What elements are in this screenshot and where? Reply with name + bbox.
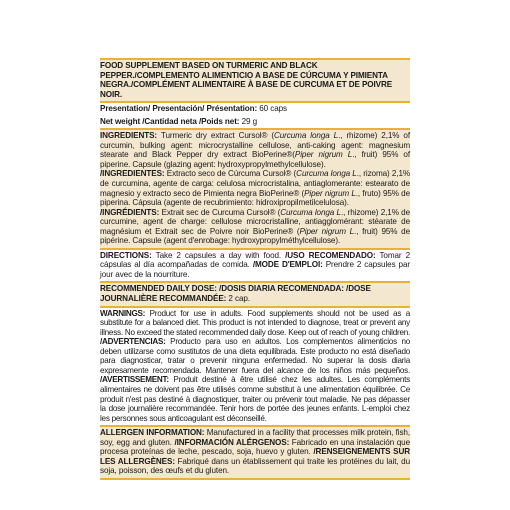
- allergen-fr-label: /RENSEIGNEMENTS SUR LES ALLERGÈNES:: [100, 447, 410, 466]
- ingredients-es-text-1: Extracto seco de Cúrcuma Cursol® (: [164, 169, 297, 179]
- warnings-es-label: /ADVERTENCIAS:: [100, 337, 166, 347]
- ingredients-en-latin-1: Curcuma longa L: [274, 131, 339, 141]
- ingredients-es-text-2: ., rizoma) 2,1% de curcumina, agente de carga: celulosa microcristalina, antiaglomerante: estearato de magnesio y extracto seco de Pimienta negra BioPerine® (: [100, 169, 410, 198]
- ingredients-fr-latin-1: Curcuma longa L: [280, 207, 341, 217]
- warnings-en-label: WARNINGS:: [100, 308, 146, 318]
- net-weight-value: 29 g: [241, 116, 257, 126]
- ingredients-en-text-1: Turmeric dry extract Cursol® (: [157, 131, 274, 141]
- warnings-fr-label: /AVERTISSEMENT:: [100, 375, 169, 385]
- title-en: FOOD SUPPLEMENT BASED ON TURMERIC AND BLACK PEPPER.: [100, 61, 318, 80]
- ingredients-en-label: INGREDIENTS:: [100, 131, 158, 141]
- allergen-es-text: Fabricado en una instalación que procesa proteínas de leche, pescado, soja, huevo y gluten.: [100, 437, 410, 457]
- ingredients-fr-text-3: ., fruit) 95% de pipérine. Capsule (agent d'enrobage: hydroxypropylméthylcellulose).: [100, 226, 410, 246]
- net-weight-label: Net weight /Cantidad neta /Poids net:: [100, 116, 240, 126]
- ingredients-fr-text-1: Extrait sec de Curcuma Cursol® (: [159, 207, 281, 217]
- directions-es-label: /USO RECOMENDADO:: [285, 250, 376, 260]
- recommended-dose-section: [100, 283, 410, 307]
- directions-section: [100, 250, 410, 284]
- warnings-fr-text: Produit destiné à être utilisé chez les adultes. Les compléments alimentaires ne doivent pas être utilisés comme substitut à une alimentation équilibrée. Ce produit n'est pas destiné à diagnostiquer, traiter ou prévenir tout maladie. Ne pas dépasser la dose journalière recommandée. Tenir hors de portée des jeunes enfants. L-emploi chez les personnes sous anticoagulant est déconseillé.: [100, 375, 410, 423]
- ingredients-es: [100, 169, 410, 207]
- ingredients-fr-text-2: ., rhizome) 2,1% de curcumine, agent de charge: cellulose microcristalline, antiagglomérant: stéarate de magnésium et Extrait sec de Poivre noir BioPerine® (: [100, 207, 410, 236]
- presentation-value: 60 caps: [259, 104, 288, 114]
- directions-fr-text: Prendre 2 capsules par jour avec de la nourriture.: [100, 260, 410, 279]
- title-es: /COMPLEMENTO ALIMENTICIO A BASE DE CÚRCUMA Y PIMIENTA NEGRA.: [100, 70, 388, 90]
- ingredients-fr-label: /INGRÉDIENTS:: [100, 207, 160, 217]
- ingredients-es-latin-1: Curcuma longa L: [296, 169, 357, 179]
- ingredients-es-label: /INGREDIENTES:: [100, 169, 165, 179]
- warnings-en-text: Product for use in adults. Food supplements should not be used as a substitute for a balanced diet. This product is not intended to diagnose, treat or prevent any illness. No exceed the stated recommended daily dose. Keep out of reach of young children.: [100, 308, 410, 337]
- presentation-row: [100, 103, 410, 116]
- presentation-label: Presentation/ Presentación/ Présentation:: [100, 104, 258, 114]
- supplement-label: [100, 58, 410, 480]
- ingredients-en-text-3: ., fruit) 95% of piperine. Capsule (glazing agent: hydroxypropylmethylcellulose).: [100, 150, 411, 169]
- ingredients-en: [100, 131, 410, 169]
- warnings-section: [100, 308, 410, 428]
- directions-en-text: Take 2 capsules a day with food.: [151, 250, 286, 260]
- recommended-dose-label: RECOMMENDED DAILY DOSE: /DOSIS DIARIA RECOMENDADA: /DOSE JOURNALIÈRE RECOMMANDÉE:: [100, 284, 371, 304]
- ingredients-fr-latin-2: Piper nigrum L: [299, 226, 355, 236]
- title-fr: /COMPLÉMENT ALIMENTAIRE À BASE DE CURCUMA ET DE POIVRE NOIR.: [100, 80, 393, 99]
- recommended-dose-value: 2 cap.: [226, 294, 250, 304]
- directions-fr-label: /MODE D'EMPLOI:: [252, 260, 323, 270]
- allergen-section: [100, 427, 410, 480]
- ingredients-section: [100, 130, 410, 250]
- allergen-en-text: Manufactured in a facility that processes milk protein, fish, soy, egg and gluten.: [100, 428, 410, 447]
- directions-es-text: Tomar 2 cápsulas al día acompañadas de comida.: [100, 250, 410, 270]
- ingredients-es-text-3: ., fruto) 95% de piperina. Cápsula (agente de recubrimiento: hidroxipropilmetilcelulosa).: [100, 188, 411, 208]
- ingredients-en-latin-2: Piper nigrum L: [294, 150, 353, 160]
- ingredients-es-latin-2: Piper nigrum L: [304, 188, 356, 198]
- allergen-en-label: ALLERGEN INFORMATION:: [100, 428, 205, 438]
- allergen-es-label: /INFORMACIÓN ALÉRGENOS:: [174, 437, 290, 447]
- directions-en-label: DIRECTIONS:: [100, 250, 152, 260]
- warnings-es-text: Producto para uso en adultos. Los complementos alimenticios no deben utilizarse como sustitutos de una dieta equilibrada. Este producto no está diseñado para diagnosticar, tratar o prevenir ninguna enfermedad. No superar la dosis diaria expresamente recomendada. Mantener fuera del alcance de los niños más pequeños.: [100, 337, 410, 375]
- ingredients-en-text-2: ., rhizome) 2,1% of curcumin, bulking agent: microcrystalline cellulose, anti-caking agent: magnesium stearate and Black Pepper dry extract BioPerine®(: [100, 131, 410, 160]
- ingredients-fr: [100, 208, 410, 246]
- product-title: [100, 58, 410, 103]
- net-weight-row: [100, 116, 410, 131]
- allergen-fr-text: Fabriqué dans un établissement qui traite les protéines du lait, du soja, poisson, des œufs et du gluten.: [100, 456, 410, 476]
